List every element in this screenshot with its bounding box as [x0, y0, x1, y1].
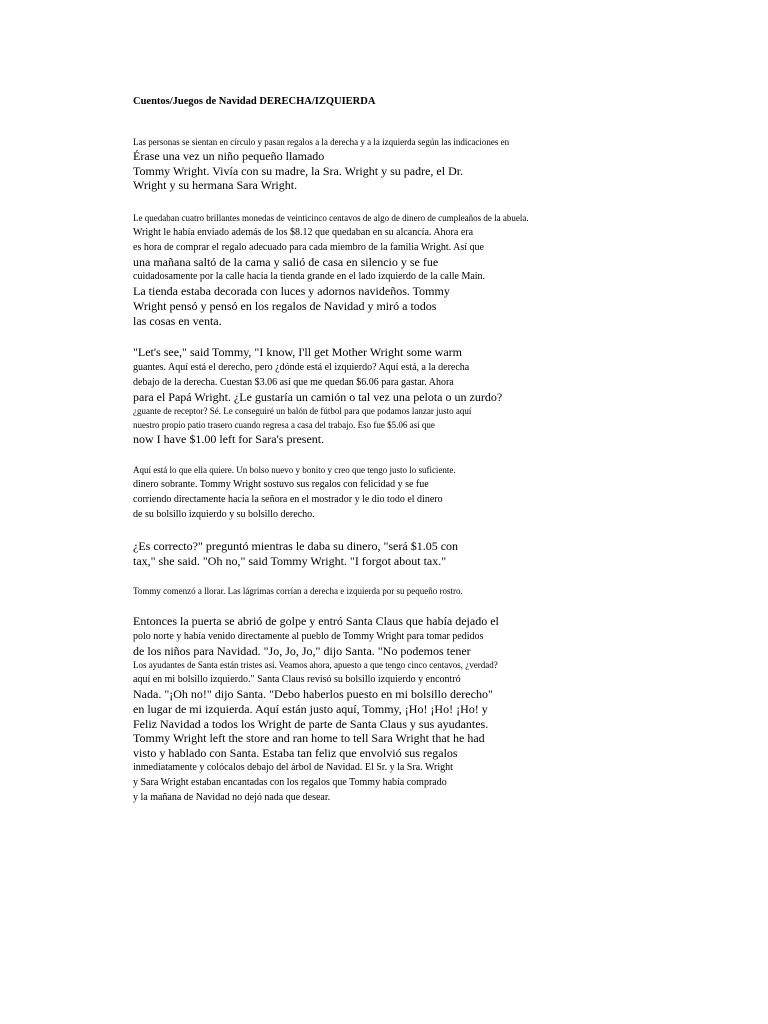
text-line: tax," she said. "Oh no," said Tommy Wright. "I forgot about tax." — [133, 553, 447, 568]
text-line: y la mañana de Navidad no dejó nada que desear. — [133, 792, 331, 804]
document-body — [133, 135, 533, 805]
paragraph — [133, 211, 533, 328]
text-line: las cosas en venta. — [133, 313, 222, 328]
paragraph — [133, 135, 533, 193]
text-line: Entonces la puerta se abrió de golpe y entró Santa Claus que había dejado el — [133, 614, 499, 629]
text-line: corriendo directamente hacia la señora en el mostrador y le dio todo el dinero — [133, 493, 443, 505]
paragraph — [133, 345, 533, 447]
paragraph — [133, 539, 533, 568]
text-line: de su bolsillo izquierdo y su bolsillo derecho. — [133, 508, 315, 520]
text-line: Le quedaban cuatro brillantes monedas de veinticinco centavos de algo de dinero de cumpleaños de la abuela. — [133, 212, 529, 223]
text-line: aquí en mi bolsillo izquierdo." Santa Claus revisó su bolsillo izquierdo y encontró — [133, 674, 461, 686]
text-line: nuestro propio patio trasero cuando regresa a casa del trabajo. Eso fue $5.06 así que — [133, 420, 435, 431]
text-line: Tommy comenzó a llorar. Las lágrimas corrían a derecha e izquierda por su pequeño rostro. — [133, 586, 463, 597]
text-line: now I have $1.00 left for Sara's present. — [133, 432, 325, 447]
text-line: para el Papá Wright. ¿Le gustaría un camión o tal vez una pelota o un zurdo? — [133, 389, 503, 404]
text-line: polo norte y había venido directamente al pueblo de Tommy Wright para tomar pedidos — [133, 630, 484, 642]
text-line: Aquí está lo que ella quiere. Un bolso nuevo y bonito y creo que tengo justo lo suficiente. — [133, 464, 456, 475]
text-line: Wright le había enviado además de los $8.12 que quedaban en su alcancía. Ahora era — [133, 226, 474, 238]
text-line: de los niños para Navidad. "Jo, Jo, Jo," dijo Santa. "No podemos tener — [133, 643, 471, 658]
paragraph — [133, 614, 533, 805]
text-line: guantes. Aquí está el derecho, pero ¿dónde está el izquierdo? Aquí está, a la derecha — [133, 361, 470, 373]
paragraph — [133, 463, 533, 522]
text-line: Feliz Navidad a todos los Wright de parte de Santa Claus y sus ayudantes. — [133, 716, 489, 731]
text-line: Wright pensó y pensó en los regalos de Navidad y miró a todos — [133, 298, 437, 313]
text-line: Nada. "¡Oh no!" dijo Santa. "Debo haberlos puesto en mi bolsillo derecho" — [133, 687, 493, 702]
text-line: en lugar de mi izquierda. Aquí están justo aquí, Tommy, ¡Ho! ¡Ho! ¡Ho! y — [133, 701, 488, 716]
text-line: y Sara Wright estaban encantadas con los regalos que Tommy había comprado — [133, 777, 447, 789]
text-line: visto y hablado con Santa. Estaba tan feliz que envolvió sus regalos — [133, 745, 458, 760]
text-line: La tienda estaba decorada con luces y adornos navideños. Tommy — [133, 284, 450, 299]
text-line: dinero sobrante. Tommy Wright sostuvo sus regalos con felicidad y se fue — [133, 478, 429, 490]
text-line: inmediatamente y colócalos debajo del árbol de Navidad. El Sr. y la Sra. Wright — [133, 762, 453, 774]
text-line: ¿guante de receptor? Sé. Le conseguiré un balón de fútbol para que podamos lanzar justo aquí — [133, 406, 472, 417]
text-line: Wright y su hermana Sara Wright. — [133, 178, 298, 193]
text-line: "Let's see," said Tommy, "I know, I'll get Mother Wright some warm — [133, 345, 462, 360]
text-line: ¿Es correcto?" preguntó mientras le daba su dinero, "será $1.05 con — [133, 538, 459, 553]
paragraph — [133, 584, 533, 598]
text-line: Érase una vez un niño pequeño llamado — [133, 149, 325, 163]
text-line: Las personas se sientan en círculo y pasan regalos a la derecha y a la izquierda según las indicaciones en — [133, 137, 510, 147]
text-line: cuidadosamente por la calle hacia la tienda grande en el lado izquierdo de la calle Main. — [133, 271, 486, 283]
document-page — [133, 95, 533, 805]
text-line: es hora de comprar el regalo adecuado para cada miembro de la familia Wright. Así que — [133, 241, 484, 253]
text-line: Los ayudantes de Santa están tristes así. Veamos ahora, apuesto a que tengo cinco centavos, ¿verdad? — [133, 660, 498, 671]
text-line: Tommy Wright. Vivía con su madre, la Sra. Wright y su padre, el Dr. — [133, 163, 464, 178]
document-title: Cuentos/Juegos de Navidad DERECHA/IZQUIERDA — [133, 96, 376, 107]
text-line: debajo de la derecha. Cuestan $3.06 así que me quedan $6.06 para gastar. Ahora — [133, 376, 454, 388]
text-line: una mañana saltó de la cama y salió de casa en silencio y se fue — [133, 254, 439, 269]
text-line: Tommy Wright left the store and ran home to tell Sara Wright that he had — [133, 731, 485, 746]
